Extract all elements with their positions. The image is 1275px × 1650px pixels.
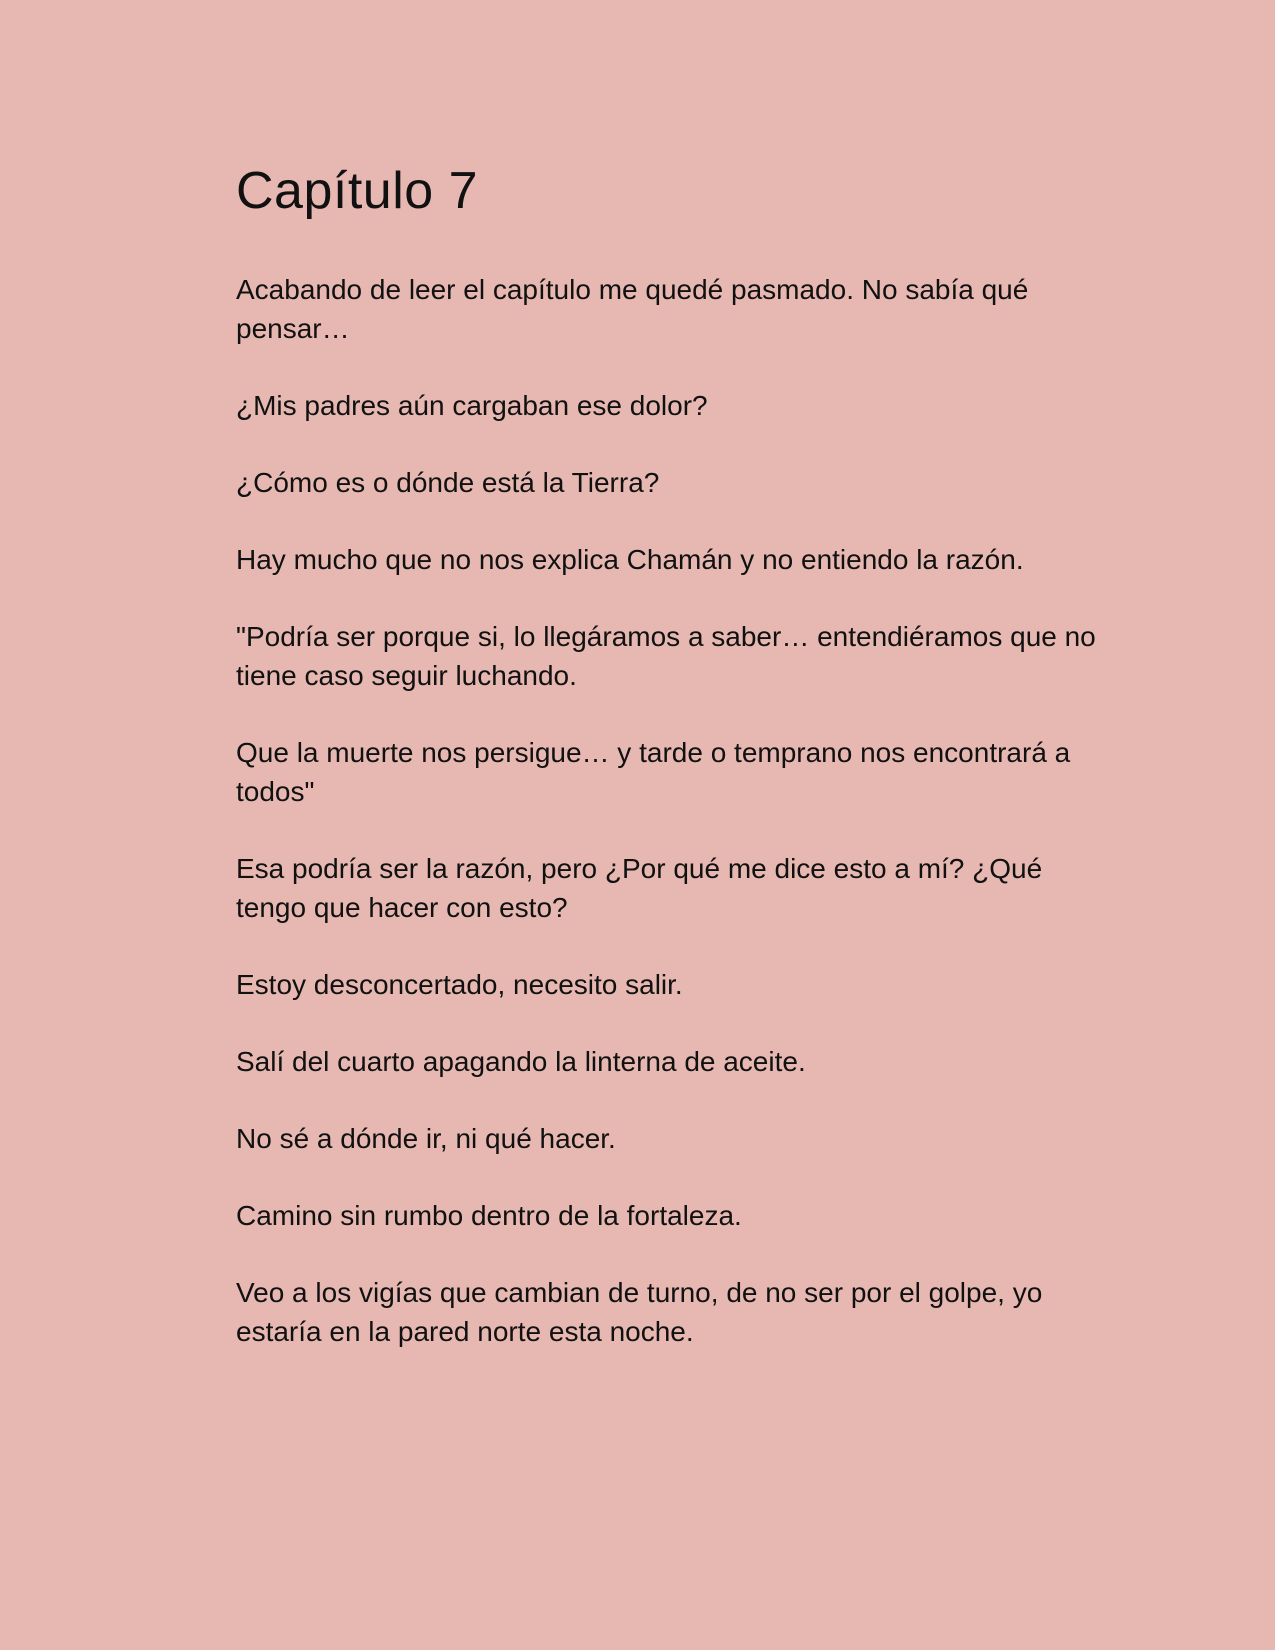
paragraph: Salí del cuarto apagando la linterna de aceite.	[236, 1046, 806, 1078]
paragraph: Hay mucho que no nos explica Chamán y no entiendo la razón.	[236, 544, 1024, 576]
chapter-title: Capítulo 7	[236, 162, 479, 220]
document-body	[236, 160, 1116, 1389]
paragraph: Que la muerte nos persigue… y tarde o temprano nos encontrará a todos"	[236, 737, 1071, 808]
paragraph: ¿Mis padres aún cargaban ese dolor?	[236, 390, 708, 422]
paragraph: ¿Cómo es o dónde está la Tierra?	[236, 467, 660, 499]
paragraph: No sé a dónde ir, ni qué hacer.	[236, 1123, 616, 1155]
paragraph: Esa podría ser la razón, pero ¿Por qué me dice esto a mí? ¿Qué tengo que hacer con esto?	[236, 853, 1043, 924]
paragraph: "Podría ser porque si, lo llegáramos a saber… entendiéramos que no tiene caso seguir luchando.	[236, 621, 1096, 692]
paragraph: Acabando de leer el capítulo me quedé pasmado. No sabía qué pensar…	[236, 274, 1029, 345]
paragraph: Veo a los vigías que cambian de turno, de no ser por el golpe, yo estaría en la pared norte esta noche.	[236, 1277, 1043, 1348]
paragraph: Camino sin rumbo dentro de la fortaleza.	[236, 1200, 742, 1232]
paragraph: Estoy desconcertado, necesito salir.	[236, 969, 683, 1001]
